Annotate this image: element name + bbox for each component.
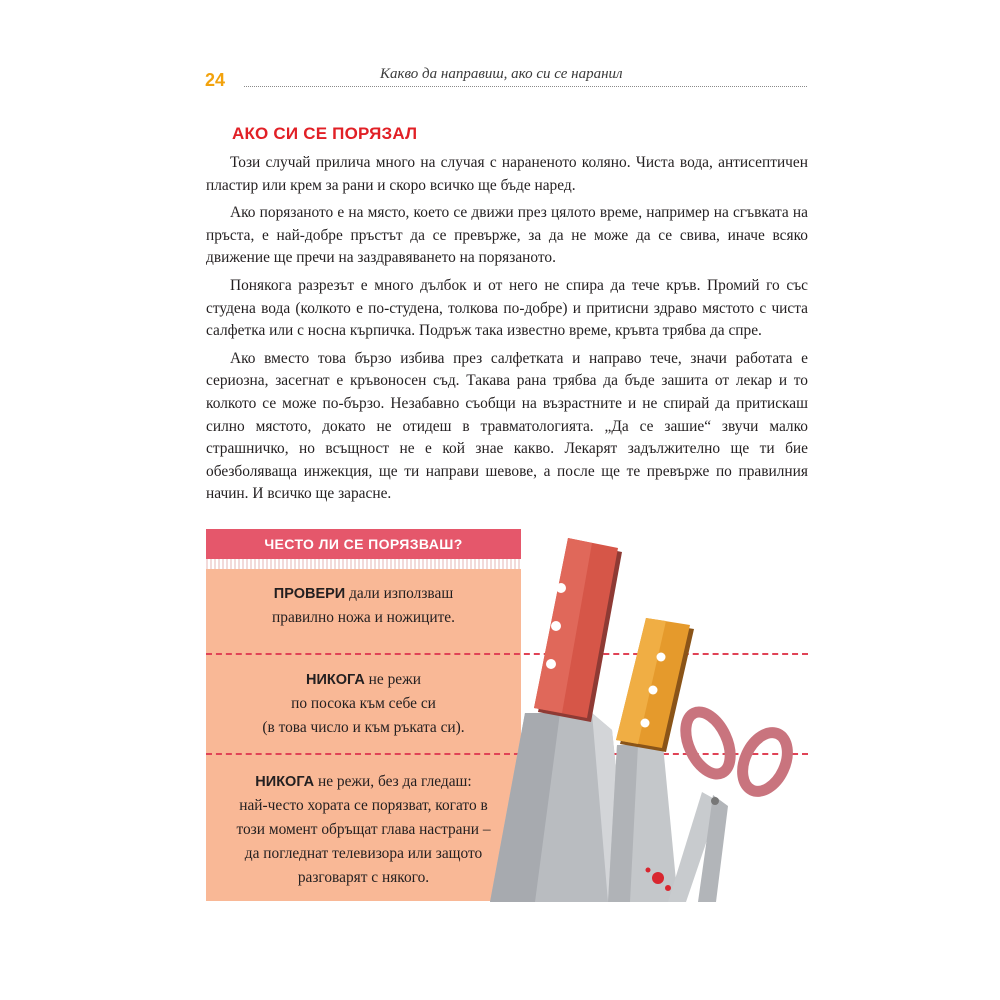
tip-text: не режи, без да гледаш: [314, 773, 472, 790]
tip-3 [206, 770, 521, 890]
scissors-icon [668, 705, 796, 902]
tip-keyword: НИКОГА [255, 774, 315, 790]
tip-keyword: ПРОВЕРИ [273, 586, 346, 602]
tip-text: (в това число и към ръката си). [262, 719, 465, 736]
paragraph: Ако вместо това бързо избива през салфетката и направо тече, значи работата е сериозна, засегнат е кръвоносен съд. Такава рана трябва да бъде зашита от лекар и то колкото се може по-бързо. Незабавно съобщи на възрастните и не спирай да притискаш силно мястото, докато не отидеш в травматологията. „Да се зашие“ звучи малко страшничко, но всъщност не е кой знае какво. Лекарят задължително ще ти бие обезболяваща инжекция, ще ти направи шевове, а после ще те превърже по правилния начин. И всичко ще зарасне. [206, 349, 808, 503]
tip-text: дали използваш [345, 585, 454, 602]
running-header: Какво да направиш, ако си се наранил [380, 66, 623, 82]
page-number: 24 [205, 70, 226, 90]
tip-keyword: НИКОГА [306, 672, 365, 688]
tip-text: разговарят с някого. [297, 869, 430, 886]
tip-box [206, 529, 521, 901]
header-rule [244, 86, 807, 87]
small-knife-icon [608, 618, 694, 902]
paragraph: Този случай прилича много на случая с нараненото коляно. Чиста вода, антисептичен пластир или крем за рани и скоро всичко ще бъде наред. [206, 154, 808, 194]
stripe-divider [206, 559, 521, 569]
knives-illustration [480, 530, 810, 902]
section-title: АКО СИ СЕ ПОРЯЗАЛ [232, 124, 418, 143]
tip-2 [206, 668, 521, 740]
paragraph: Понякога разрезът е много дълбок и от него не спира да тече кръв. Промий го със студена вода (колкото е по-студена, толкова по-добре) и притисни здраво мястото с чиста салфетка или с носна кърпичка. Подръж така известно време, кръвта трябва да спре. [206, 276, 808, 340]
body-text [206, 152, 808, 511]
tip-text: правилно ножа и ножиците. [272, 609, 455, 626]
tip-text: не режи [364, 671, 421, 688]
tip-text: най-често хората се порязват, когато в [239, 797, 488, 814]
tip-text: да погледнат телевизора или защото [244, 845, 483, 862]
tip-text: този момент обръщат глава настрани – [236, 821, 491, 838]
large-knife-icon [490, 538, 630, 902]
tip-text: по посока към себе си [291, 695, 436, 712]
tip-box-title: ЧЕСТО ЛИ СЕ ПОРЯЗВАШ? [206, 529, 521, 559]
tip-1 [206, 582, 521, 630]
paragraph: Ако порязаното е на място, което се движи през цялото време, например на сгъвката на пръста, е най-добре пръстът да се превърже, за да не може да се свива, иначе всяко движение ще пречи на заздравяването на порязаното. [206, 204, 808, 267]
